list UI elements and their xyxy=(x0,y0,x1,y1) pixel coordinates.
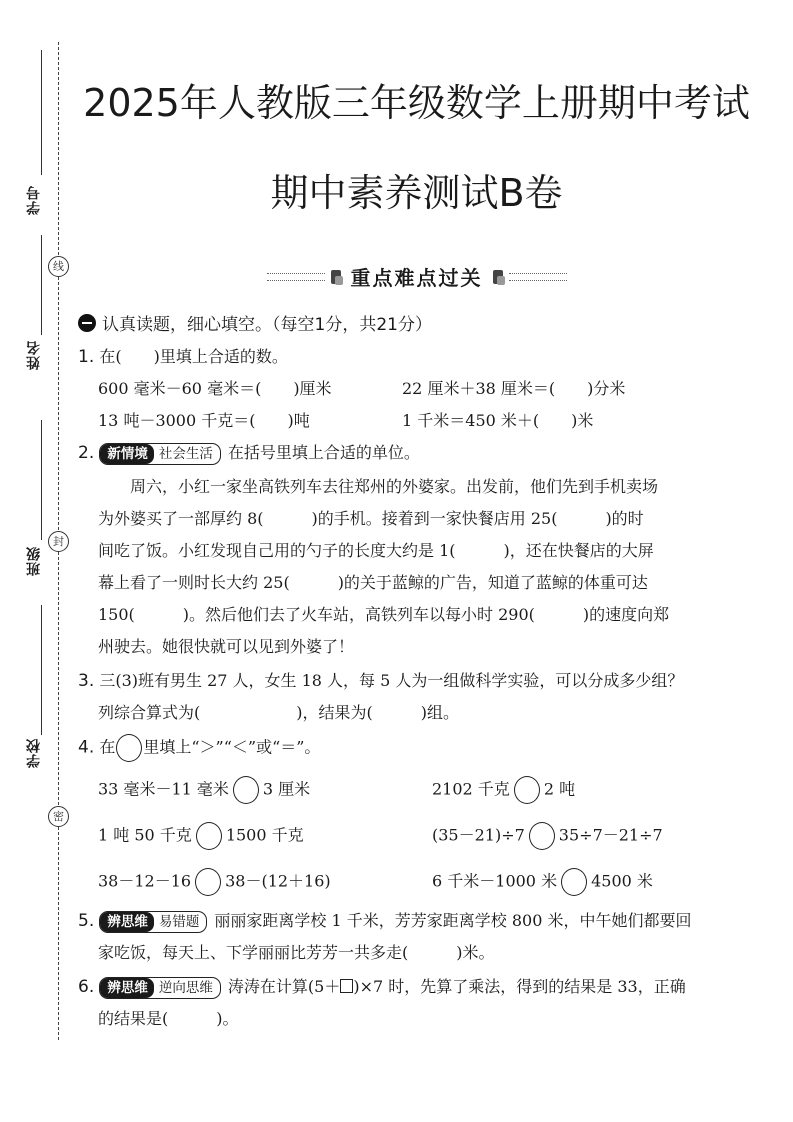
compare-answer-circle[interactable] xyxy=(196,822,222,850)
compare-item xyxy=(432,868,653,896)
cut-mark-xian: 线 xyxy=(48,256,69,277)
banner-text: 重点难点过关 xyxy=(350,266,483,290)
question-5 xyxy=(78,908,692,933)
question-number: 3. xyxy=(78,671,95,691)
school-label: 学校 xyxy=(26,738,42,768)
section-banner xyxy=(0,262,793,291)
q1-item[interactable]: 1 千米＝450 米＋( )米 xyxy=(402,411,594,430)
compare-left: 6 千米－1000 米 xyxy=(432,871,558,891)
question-prompt-pre: 在 xyxy=(99,737,116,757)
banner-dash-right xyxy=(509,273,567,281)
q1-item[interactable]: 600 毫米－60 毫米＝( )厘米 xyxy=(98,379,332,398)
question-2 xyxy=(78,440,420,465)
compare-item xyxy=(98,776,310,804)
question-tag xyxy=(99,911,207,933)
q2-passage-line[interactable]: 为外婆买了一部厚约 8( )的手机。接着到一家快餐店用 25( )的时 xyxy=(98,509,644,528)
compare-answer-circle[interactable] xyxy=(233,776,259,804)
compare-left: 1 吨 50 千克 xyxy=(98,825,192,845)
question-4 xyxy=(78,734,320,762)
tag-category: 辨思维 xyxy=(100,912,154,932)
question-number: 5. xyxy=(78,911,95,931)
cut-mark-mi: 密 xyxy=(48,806,69,827)
question-number: 4. xyxy=(78,737,95,758)
compare-item xyxy=(432,822,663,850)
class-label: 班级 xyxy=(26,546,42,576)
class-line[interactable] xyxy=(41,420,42,540)
q2-passage-line[interactable]: 幕上看了一则时长大约 25( )的关于蓝鲸的广告，知道了蓝鲸的体重可达 xyxy=(98,573,648,592)
banner-decoration-icon xyxy=(331,270,341,284)
student-id-label: 学号 xyxy=(26,185,42,215)
question-number: 2. xyxy=(78,443,95,463)
question-prompt: 在( )里填上合适的数。 xyxy=(99,347,288,366)
tag-topic: 逆向思维 xyxy=(158,979,213,996)
compare-right: 3 厘米 xyxy=(262,779,311,799)
compare-left: 33 毫米－11 毫米 xyxy=(98,779,229,799)
q1-item[interactable]: 13 吨－3000 千克＝( )吨 xyxy=(98,411,310,430)
question-prompt: 三(3)班有男生 27 人，女生 18 人，每 5 人为一组做科学实验，可以分成多少组？ xyxy=(99,671,684,690)
compare-answer-circle[interactable] xyxy=(561,868,587,896)
question-6 xyxy=(78,974,686,999)
page-subtitle: 期中素养测试B卷 xyxy=(270,171,563,215)
tag-topic: 社会生活 xyxy=(158,445,213,462)
section-heading-text: 认真读题，细心填空。（每空1分，共21分） xyxy=(102,315,432,335)
compare-right: 35÷7－21÷7 xyxy=(558,825,663,845)
compare-item xyxy=(432,776,575,804)
compare-left: 2102 千克 xyxy=(432,779,510,799)
compare-right: 2 吨 xyxy=(543,779,576,799)
q6-answer-line[interactable]: 的结果是( )。 xyxy=(98,1009,239,1028)
name-label: 姓名 xyxy=(26,340,42,370)
section-number-one-icon xyxy=(78,314,96,332)
compare-answer-circle[interactable] xyxy=(514,776,540,804)
question-number: 6. xyxy=(78,977,95,997)
compare-right: 1500 千克 xyxy=(225,825,304,845)
compare-answer-circle[interactable] xyxy=(195,868,221,896)
compare-item xyxy=(98,868,331,896)
compare-item xyxy=(98,822,304,850)
tag-category: 新情境 xyxy=(100,444,154,464)
compare-circle-icon xyxy=(116,734,142,762)
question-prompt-post: )×7 时，先算了乘法，得到的结果是 33，正确 xyxy=(353,977,686,996)
question-1 xyxy=(78,344,288,367)
q2-passage-line[interactable]: 间吃了饭。小红发现自己用的勺子的长度大约是 1( )，还在快餐店的大屏 xyxy=(98,541,654,560)
question-tag xyxy=(99,977,221,999)
banner-dash-left xyxy=(267,273,325,281)
q2-passage-line: 州驶去。她很快就可以见到外婆了！ xyxy=(98,637,355,656)
tag-topic: 易错题 xyxy=(158,913,200,930)
question-prompt: 丽丽家距离学校 1 千米，芳芳家距离学校 800 米，中午她们都要回 xyxy=(214,911,692,930)
banner-decoration-icon xyxy=(493,270,503,284)
section-heading xyxy=(78,310,432,335)
question-number: 1. xyxy=(78,347,95,367)
q2-passage-line: 周六，小红一家坐高铁列车去往郑州的外婆家。出发前，他们先到手机卖场 xyxy=(98,477,659,496)
compare-right: 38－(12＋16) xyxy=(225,871,331,891)
q1-item[interactable]: 22 厘米＋38 厘米＝( )分米 xyxy=(402,379,626,398)
cut-mark-feng: 封 xyxy=(48,531,69,552)
unknown-box-icon xyxy=(340,979,353,993)
compare-left: 38－12－16 xyxy=(98,871,192,891)
question-tag xyxy=(99,443,221,465)
question-3 xyxy=(78,668,683,691)
tag-category: 辨思维 xyxy=(100,978,154,998)
question-prompt-post: 里填上“＞”“＜”或“＝”。 xyxy=(143,737,321,757)
q2-passage-line[interactable]: 150( )。然后他们去了火车站，高铁列车以每小时 290( )的速度向郑 xyxy=(98,605,670,624)
q5-answer-line[interactable]: 家吃饭，每天上、下学丽丽比芳芳一共多走( )米。 xyxy=(98,943,495,962)
question-prompt: 在括号里填上合适的单位。 xyxy=(227,443,420,462)
compare-answer-circle[interactable] xyxy=(529,822,555,850)
page-title: 2025年人教版三年级数学上册期中考试 xyxy=(83,81,750,125)
school-line[interactable] xyxy=(41,605,42,735)
q3-answer-line[interactable]: 列综合算式为( )，结果为( )组。 xyxy=(98,703,459,722)
compare-right: 4500 米 xyxy=(591,871,653,891)
compare-left: (35－21)÷7 xyxy=(432,825,525,845)
question-prompt-pre: 涛涛在计算(5＋ xyxy=(227,977,341,996)
